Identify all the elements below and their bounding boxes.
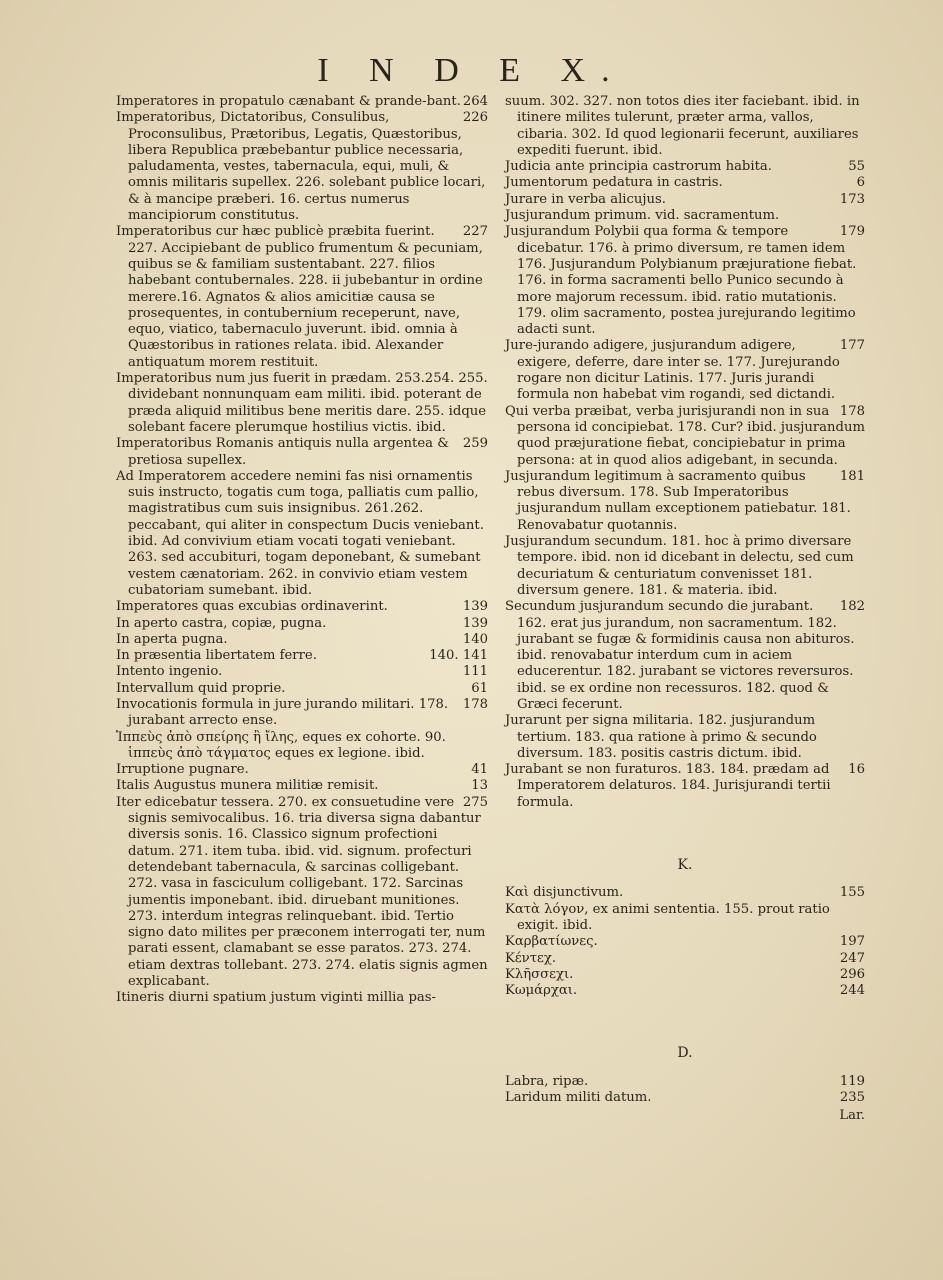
- entry-page-number: 244: [839, 983, 865, 999]
- index-entry: [116, 762, 488, 778]
- entry-text: Καρβατίωνες.: [505, 934, 598, 950]
- entry-page-number: 119: [839, 1073, 865, 1089]
- entry-text: In aperta pugna.: [116, 631, 228, 647]
- entry-text: Italis Augustus munera militiæ remisit.: [116, 778, 379, 794]
- entry-page-number: 6: [856, 175, 865, 191]
- index-entry: [505, 902, 865, 935]
- entry-page-number: 111: [462, 664, 488, 680]
- index-entry: [505, 1090, 865, 1106]
- index-entry: [505, 885, 865, 901]
- index-entry: [505, 192, 865, 208]
- entry-text: Jusjurandum Polybii qua forma & tempore dicebatur. 176. à primo diversum, re tamen idem 176. Jusjurandum Polybianum præjuratione fiebat. 176. in forma sacramenti bello Punico secundo à more majorum recessum. ibid. ratio mutationis. 179. olim sacramento, postea jurejurando legitimo adacti sunt.: [505, 224, 857, 338]
- index-entry: [505, 983, 865, 999]
- index-entry: [505, 534, 865, 599]
- entry-page-number: 296: [839, 966, 865, 982]
- index-entry: [505, 951, 865, 967]
- index-entry: [116, 469, 488, 599]
- entry-text: In aperto castra, copiæ, pugna.: [116, 615, 327, 631]
- entry-page-number: 61: [471, 680, 488, 696]
- index-entry: [505, 1074, 865, 1090]
- index-entry: [116, 681, 488, 697]
- index-entry: [116, 616, 488, 632]
- entry-text: Jusjurandum secundum. 181. hoc à primo diversare tempore. ibid. non id dicebant in delectu, sed cum decuriatum & centuriatum convenisset 181. diversum genere. 181. & materia. ibid.: [505, 534, 854, 598]
- entry-text: Κέντεχ.: [505, 950, 557, 966]
- entry-text: Κλῆσσεχι.: [505, 966, 574, 982]
- entry-page-number: 139: [462, 615, 488, 631]
- entry-text: Jurabant se non furaturos. 183. 184. prædam ad Imperatorem delaturos. 184. Jurisjurandi tertii formula.: [505, 762, 831, 810]
- entry-text: Καὶ disjunctivum.: [505, 885, 624, 901]
- left-column: [116, 94, 488, 1007]
- entry-text: Imperatoribus, Dictatoribus, Consulibus, Proconsulibus, Prætoribus, Legatis, Quæstoribus, libera Republica præbebantur publice necessaria, paludamenta, vestes, tabernacula, equi, muli, & omnis militaris supellex. 226. solebant publice locari, & à mancipe præberi. 16. certus numerus mancipiorum constitutus.: [116, 110, 486, 224]
- index-entry: [116, 664, 488, 680]
- entry-text: Invocationis formula in jure jurando militari. 178. jurabant arrecto ense.: [116, 696, 449, 729]
- catchword: Lar.: [839, 1108, 865, 1124]
- entry-text: Ad Imperatorem accedere nemini fas nisi ornamentis suis instructo, togatis cum toga, palliatis cum pallio, magistratibus cum suis insignibus. 261.262. peccabant, qui aliter in conspectum Ducis veniebant. ibid. Ad convivium etiam vocati togati veniebant. 263. sed accubituri, togam deponebant, & sumebant vestem cænatoriam. 262. in convivio etiam vestem cubatoriam sumebant. ibid.: [116, 468, 484, 598]
- entry-page-number: 182: [839, 599, 865, 615]
- entry-page-number: 13: [471, 778, 488, 794]
- entry-text: Jumentorum pedatura in castris.: [505, 175, 723, 191]
- index-entry: [116, 436, 488, 469]
- entry-page-number: 247: [839, 950, 865, 966]
- index-entry: [116, 599, 488, 615]
- entry-text: Judicia ante principia castrorum habita.: [505, 159, 772, 175]
- entry-text: Intervallum quid proprie.: [116, 680, 286, 696]
- entry-page-number: 259: [462, 436, 488, 452]
- entry-text: Ἱππεὺς ἀπὸ σπείρης ἢ ἴλης, eques ex cohorte. 90. ἱππεὺς ἀπὸ τάγματος eques ex legione. ibid.: [116, 729, 446, 761]
- index-entry: [505, 208, 865, 224]
- entry-page-number: 177: [839, 338, 865, 354]
- right-entries: [505, 94, 865, 811]
- entry-page-number: 235: [839, 1090, 865, 1106]
- entry-text: Irruptione pugnare.: [116, 762, 249, 778]
- index-entry: [505, 224, 865, 338]
- entry-page-number: 178: [839, 403, 865, 419]
- entry-page-number: 139: [462, 599, 488, 615]
- entry-text: Qui verba præibat, verba jurisjurandi non in sua persona id concipiebat. 178. Cur? ibid. jusjurandum quod præjuratione fiebat, concipiebatur in prima persona: at in quod alios adigebant, in secunda.: [505, 403, 865, 468]
- entry-page-number: 197: [839, 934, 865, 950]
- index-entry: [505, 967, 865, 983]
- index-entry: [116, 224, 488, 371]
- entry-text: Jusjurandum legitimum à sacramento quibus rebus diversum. 178. Sub Imperatoribus jusjurandum nullam exceptionem patiebatur. 181. Renovabatur quotannis.: [505, 468, 851, 533]
- entry-text: Intento ingenio.: [116, 664, 223, 680]
- entry-text: Imperatores in propatulo cænabant & prande-bant.: [116, 94, 461, 109]
- entry-page-number: 178: [462, 696, 488, 712]
- entry-page-number: 140. 141: [429, 648, 488, 664]
- index-entry: [505, 175, 865, 191]
- index-entry: [116, 697, 488, 730]
- entry-text: Κατὰ λόγον, ex animi sententia. 155. prout ratio exigit. ibid.: [505, 901, 830, 933]
- index-entry: [116, 730, 488, 763]
- entry-text: Jure-jurando adigere, jusjurandum adigere, exigere, deferre, dare inter se. 177. Jurejurando rogare non dicitur Latinis. 177. Juris jurandi formula non habebat vim rogandi, sed dictandi.: [505, 338, 840, 403]
- index-entry: [505, 94, 865, 159]
- entry-text: Laridum militi datum.: [505, 1090, 652, 1106]
- entry-page-number: 264: [462, 94, 488, 109]
- index-entry: [116, 110, 488, 224]
- entry-page-number: 179: [839, 224, 865, 240]
- entry-text: Jusjurandum primum. vid. sacramentum.: [505, 208, 780, 224]
- entry-page-number: 140: [462, 631, 488, 647]
- index-entry: [505, 599, 865, 713]
- section-k-entries: [505, 885, 865, 999]
- index-entry: [505, 469, 865, 534]
- entry-page-number: 173: [839, 191, 865, 207]
- index-entry: [505, 404, 865, 469]
- entry-text: Labra, ripæ.: [505, 1073, 589, 1089]
- entry-page-number: 155: [839, 885, 865, 901]
- section-k-heading: K.: [677, 857, 693, 874]
- index-entry: [116, 778, 488, 794]
- entry-page-number: 16: [848, 762, 865, 778]
- index-entry: [505, 762, 865, 811]
- entry-text: Jurarunt per signa militaria. 182. jusjurandum tertium. 183. qua ratione à primo & secundo diversum. 183. positis castris dictum. ibid.: [505, 713, 817, 761]
- right-column: [505, 94, 865, 1125]
- entry-text: Itineris diurni spatium justum viginti millia pas-: [116, 990, 436, 1006]
- entry-page-number: 227: [462, 224, 488, 240]
- entry-text: Iter edicebatur tessera. 270. ex consuetudine vere signis semivocalibus. 16. tria diversa signa dabantur diversis sonis. 16. Classico signum profectioni datum. 271. item tuba. ibid. vid. signum. profecturi detendebant tabernacula, & sarcinas colligebant. 272. vasa in fasciculum colligebant. 172. Sarcinas jumentis imponebant. ibid. diruebant munitiones. 273. interdum integras relinquebant. ibid. Tertio signo dato milites per præconem interrogati ter, num parati essent, clamabant se esse paratos. 273. 274. etiam dextras tollebant. 273. 274. elatis signis agmen explicabant.: [116, 794, 488, 990]
- entry-page-number: 41: [471, 762, 488, 778]
- entry-page-number: 55: [848, 159, 865, 175]
- entry-text: Imperatoribus cur hæc publicè præbita fuerint. 227. Accipiebant de publico frumentum & pecuniam, quibus se & familiam sustentabant. 227. filios habebant contubernales. 228. ii jubebantur in ordine merere.16. Agnatos & alios amicitiæ causa se prosequentes, in contubernium receperunt, nave, equo, viatico, tabernaculo juverunt. ibid. omnia à Quæstoribus in rationes relata. ibid. Alexander antiquatum morem restituit.: [116, 224, 483, 370]
- entry-text: Jurare in verba alicujus.: [505, 191, 666, 207]
- index-entry: [116, 94, 488, 110]
- section-l-heading: D.: [677, 1045, 693, 1062]
- index-entry: [505, 713, 865, 762]
- index-entry: [116, 632, 488, 648]
- entry-text: Imperatores quas excubias ordinaverint.: [116, 599, 388, 615]
- index-entry: [116, 990, 488, 1006]
- entry-text: Κωμάρχαι.: [505, 983, 578, 999]
- section-l-entries: [505, 1074, 865, 1107]
- entry-page-number: 226: [462, 110, 488, 126]
- index-entry: [116, 648, 488, 664]
- entry-page-number: 275: [462, 794, 488, 810]
- entry-text: Secundum jusjurandum secundo die jurabant. 162. erat jus jurandum, non sacramentum. 182. jurabant se fugæ & formidinis causa non abituros. ibid. renovabatur interdum cum in aciem educerentur. 182. jurabant se victores reversuros. ibid. se ex ordine non recessuros. 182. quod & Græci fecerunt.: [505, 599, 855, 712]
- index-entry: [505, 338, 865, 403]
- index-entry: [505, 159, 865, 175]
- page-title: I N D E X.: [317, 52, 626, 89]
- entry-text: Imperatoribus num jus fuerit in prædam. 253.254. 255. dividebant nonnunquam eam militi. ibid. poterant de præda aliquid militibus bene meritis dare. 255. idque solebant facere plerumque hostilius victis. ibid.: [116, 371, 488, 435]
- entry-page-number: 181: [839, 468, 865, 484]
- index-entry: [505, 934, 865, 950]
- index-entry: [116, 795, 488, 991]
- entry-text: suum. 302. 327. non totos dies iter faciebant. ibid. in itinere milites tulerunt, præter arma, vallos, cibaria. 302. Id quod legionarii fecerunt, auxiliares expediti fuerunt. ibid.: [505, 94, 860, 158]
- entry-text: In præsentia libertatem ferre.: [116, 648, 317, 664]
- entry-text: Imperatoribus Romanis antiquis nulla argentea & pretiosa supellex.: [116, 436, 449, 468]
- index-entry: [116, 371, 488, 436]
